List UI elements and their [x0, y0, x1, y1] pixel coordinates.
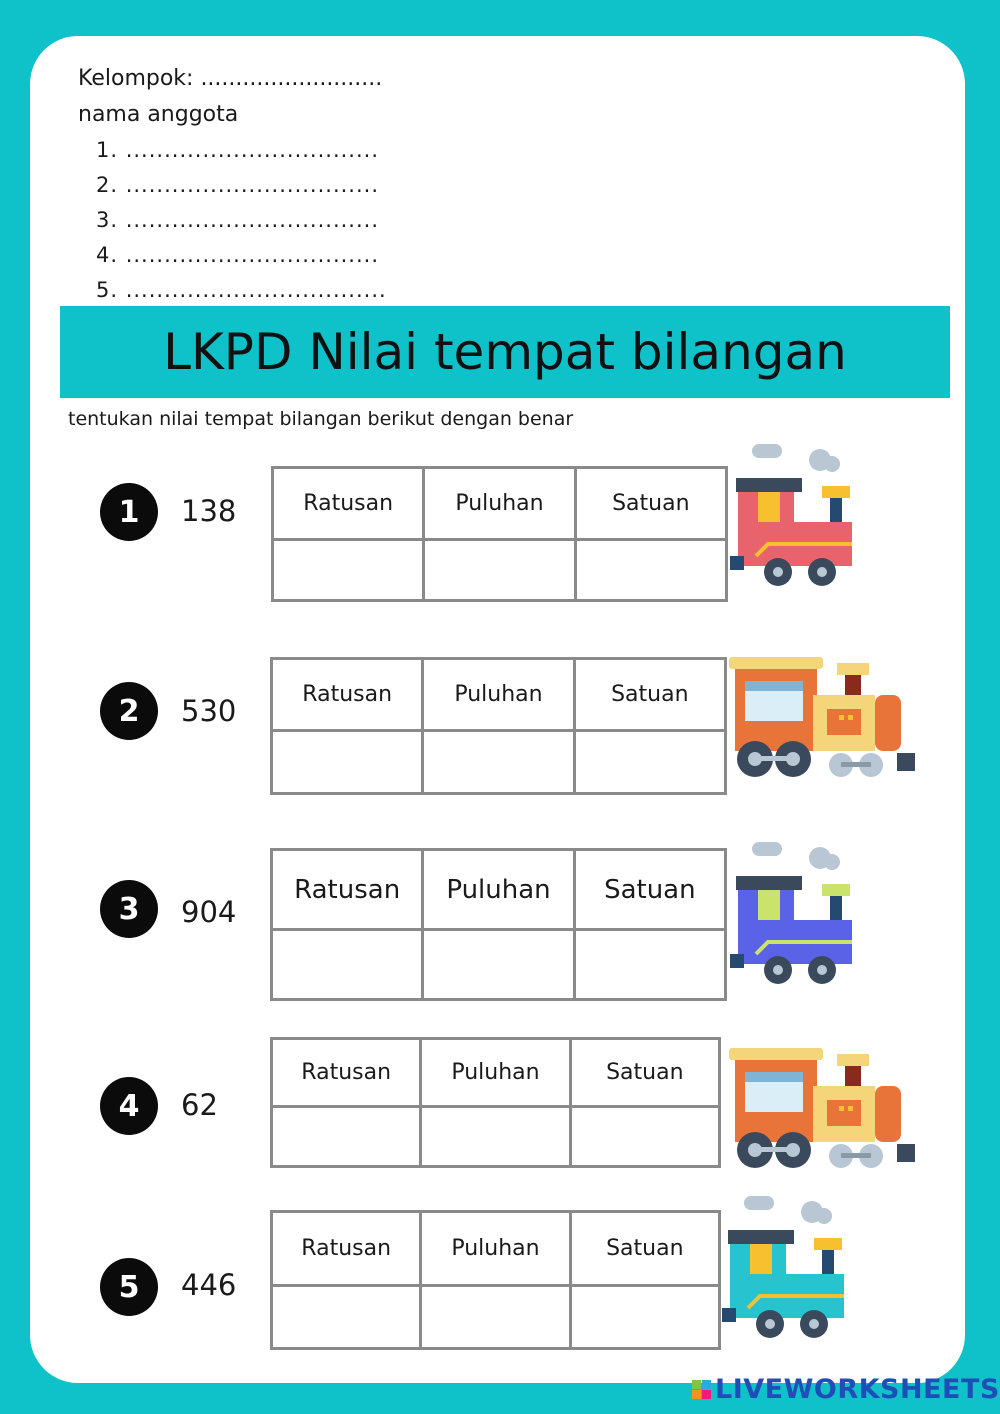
answer-cell-puluhan[interactable] [421, 1107, 570, 1167]
answer-cell-satuan[interactable] [574, 731, 725, 794]
member-line-5[interactable]: 5. .................................. [96, 278, 387, 302]
instruction-text: tentukan nilai tempat bilangan berikut dengan benar [68, 408, 574, 430]
place-value-table [270, 1210, 721, 1350]
header-puluhan: Puluhan [423, 850, 574, 930]
header-satuan: Satuan [575, 468, 726, 540]
member-line-3[interactable]: 3. ................................. [96, 208, 379, 232]
title-banner [60, 306, 950, 398]
header-puluhan: Puluhan [423, 659, 574, 731]
page-title: LKPD Nilai tempat bilangan [163, 323, 847, 381]
locomotive-orange-icon [727, 655, 919, 780]
header-ratusan: Ratusan [272, 850, 423, 930]
answer-cell-puluhan[interactable] [423, 731, 574, 794]
header-ratusan: Ratusan [272, 1039, 421, 1107]
answer-cell-ratusan[interactable] [272, 1286, 421, 1349]
place-value-table [271, 466, 728, 602]
header-ratusan: Ratusan [273, 468, 424, 540]
answer-cell-ratusan[interactable] [272, 930, 423, 1000]
header-ratusan: Ratusan [272, 659, 423, 731]
answer-cell-satuan[interactable] [570, 1286, 719, 1349]
answer-cell-satuan[interactable] [574, 930, 725, 1000]
problem-number-value: 62 [181, 1088, 218, 1122]
header-puluhan: Puluhan [421, 1212, 570, 1286]
header-satuan: Satuan [570, 1212, 719, 1286]
answer-cell-ratusan[interactable] [273, 540, 424, 601]
answer-cell-ratusan[interactable] [272, 1107, 421, 1167]
locomotive-orange-icon [727, 1046, 919, 1171]
problem-number-badge: 4 [100, 1077, 158, 1135]
answer-cell-ratusan[interactable] [272, 731, 423, 794]
problem-number-value: 904 [181, 895, 237, 929]
header-puluhan: Puluhan [421, 1039, 570, 1107]
steam-train-red-icon [728, 440, 858, 590]
member-line-4[interactable]: 4. ................................. [96, 243, 379, 267]
header-satuan: Satuan [570, 1039, 719, 1107]
header-ratusan: Ratusan [272, 1212, 421, 1286]
steam-train-teal-icon [720, 1192, 850, 1342]
problem-number-value: 138 [181, 494, 237, 528]
problem-number-badge: 5 [100, 1258, 158, 1316]
answer-cell-puluhan[interactable] [421, 1286, 570, 1349]
answer-cell-satuan[interactable] [570, 1107, 719, 1167]
brand-name: LIVEWORKSHEETS [715, 1373, 1000, 1405]
steam-train-blue-icon [728, 838, 858, 988]
group-label: Kelompok: .......................... [78, 66, 383, 91]
problem-number-badge: 1 [100, 483, 158, 541]
header-puluhan: Puluhan [424, 468, 575, 540]
answer-cell-satuan[interactable] [575, 540, 726, 601]
member-line-1[interactable]: 1. ................................. [96, 138, 379, 162]
place-value-table [270, 848, 727, 1001]
header-satuan: Satuan [574, 659, 725, 731]
header-satuan: Satuan [574, 850, 725, 930]
members-label: nama anggota [78, 102, 239, 127]
answer-cell-puluhan[interactable] [423, 930, 574, 1000]
liveworksheets-mark-icon [692, 1380, 711, 1399]
problem-number-value: 446 [181, 1268, 237, 1302]
problem-number-value: 530 [181, 694, 237, 728]
problem-number-badge: 3 [100, 880, 158, 938]
liveworksheets-logo[interactable] [692, 1372, 1000, 1406]
answer-cell-puluhan[interactable] [424, 540, 575, 601]
place-value-table [270, 657, 727, 795]
problem-number-badge: 2 [100, 682, 158, 740]
place-value-table [270, 1037, 721, 1168]
member-line-2[interactable]: 2. ................................. [96, 173, 379, 197]
